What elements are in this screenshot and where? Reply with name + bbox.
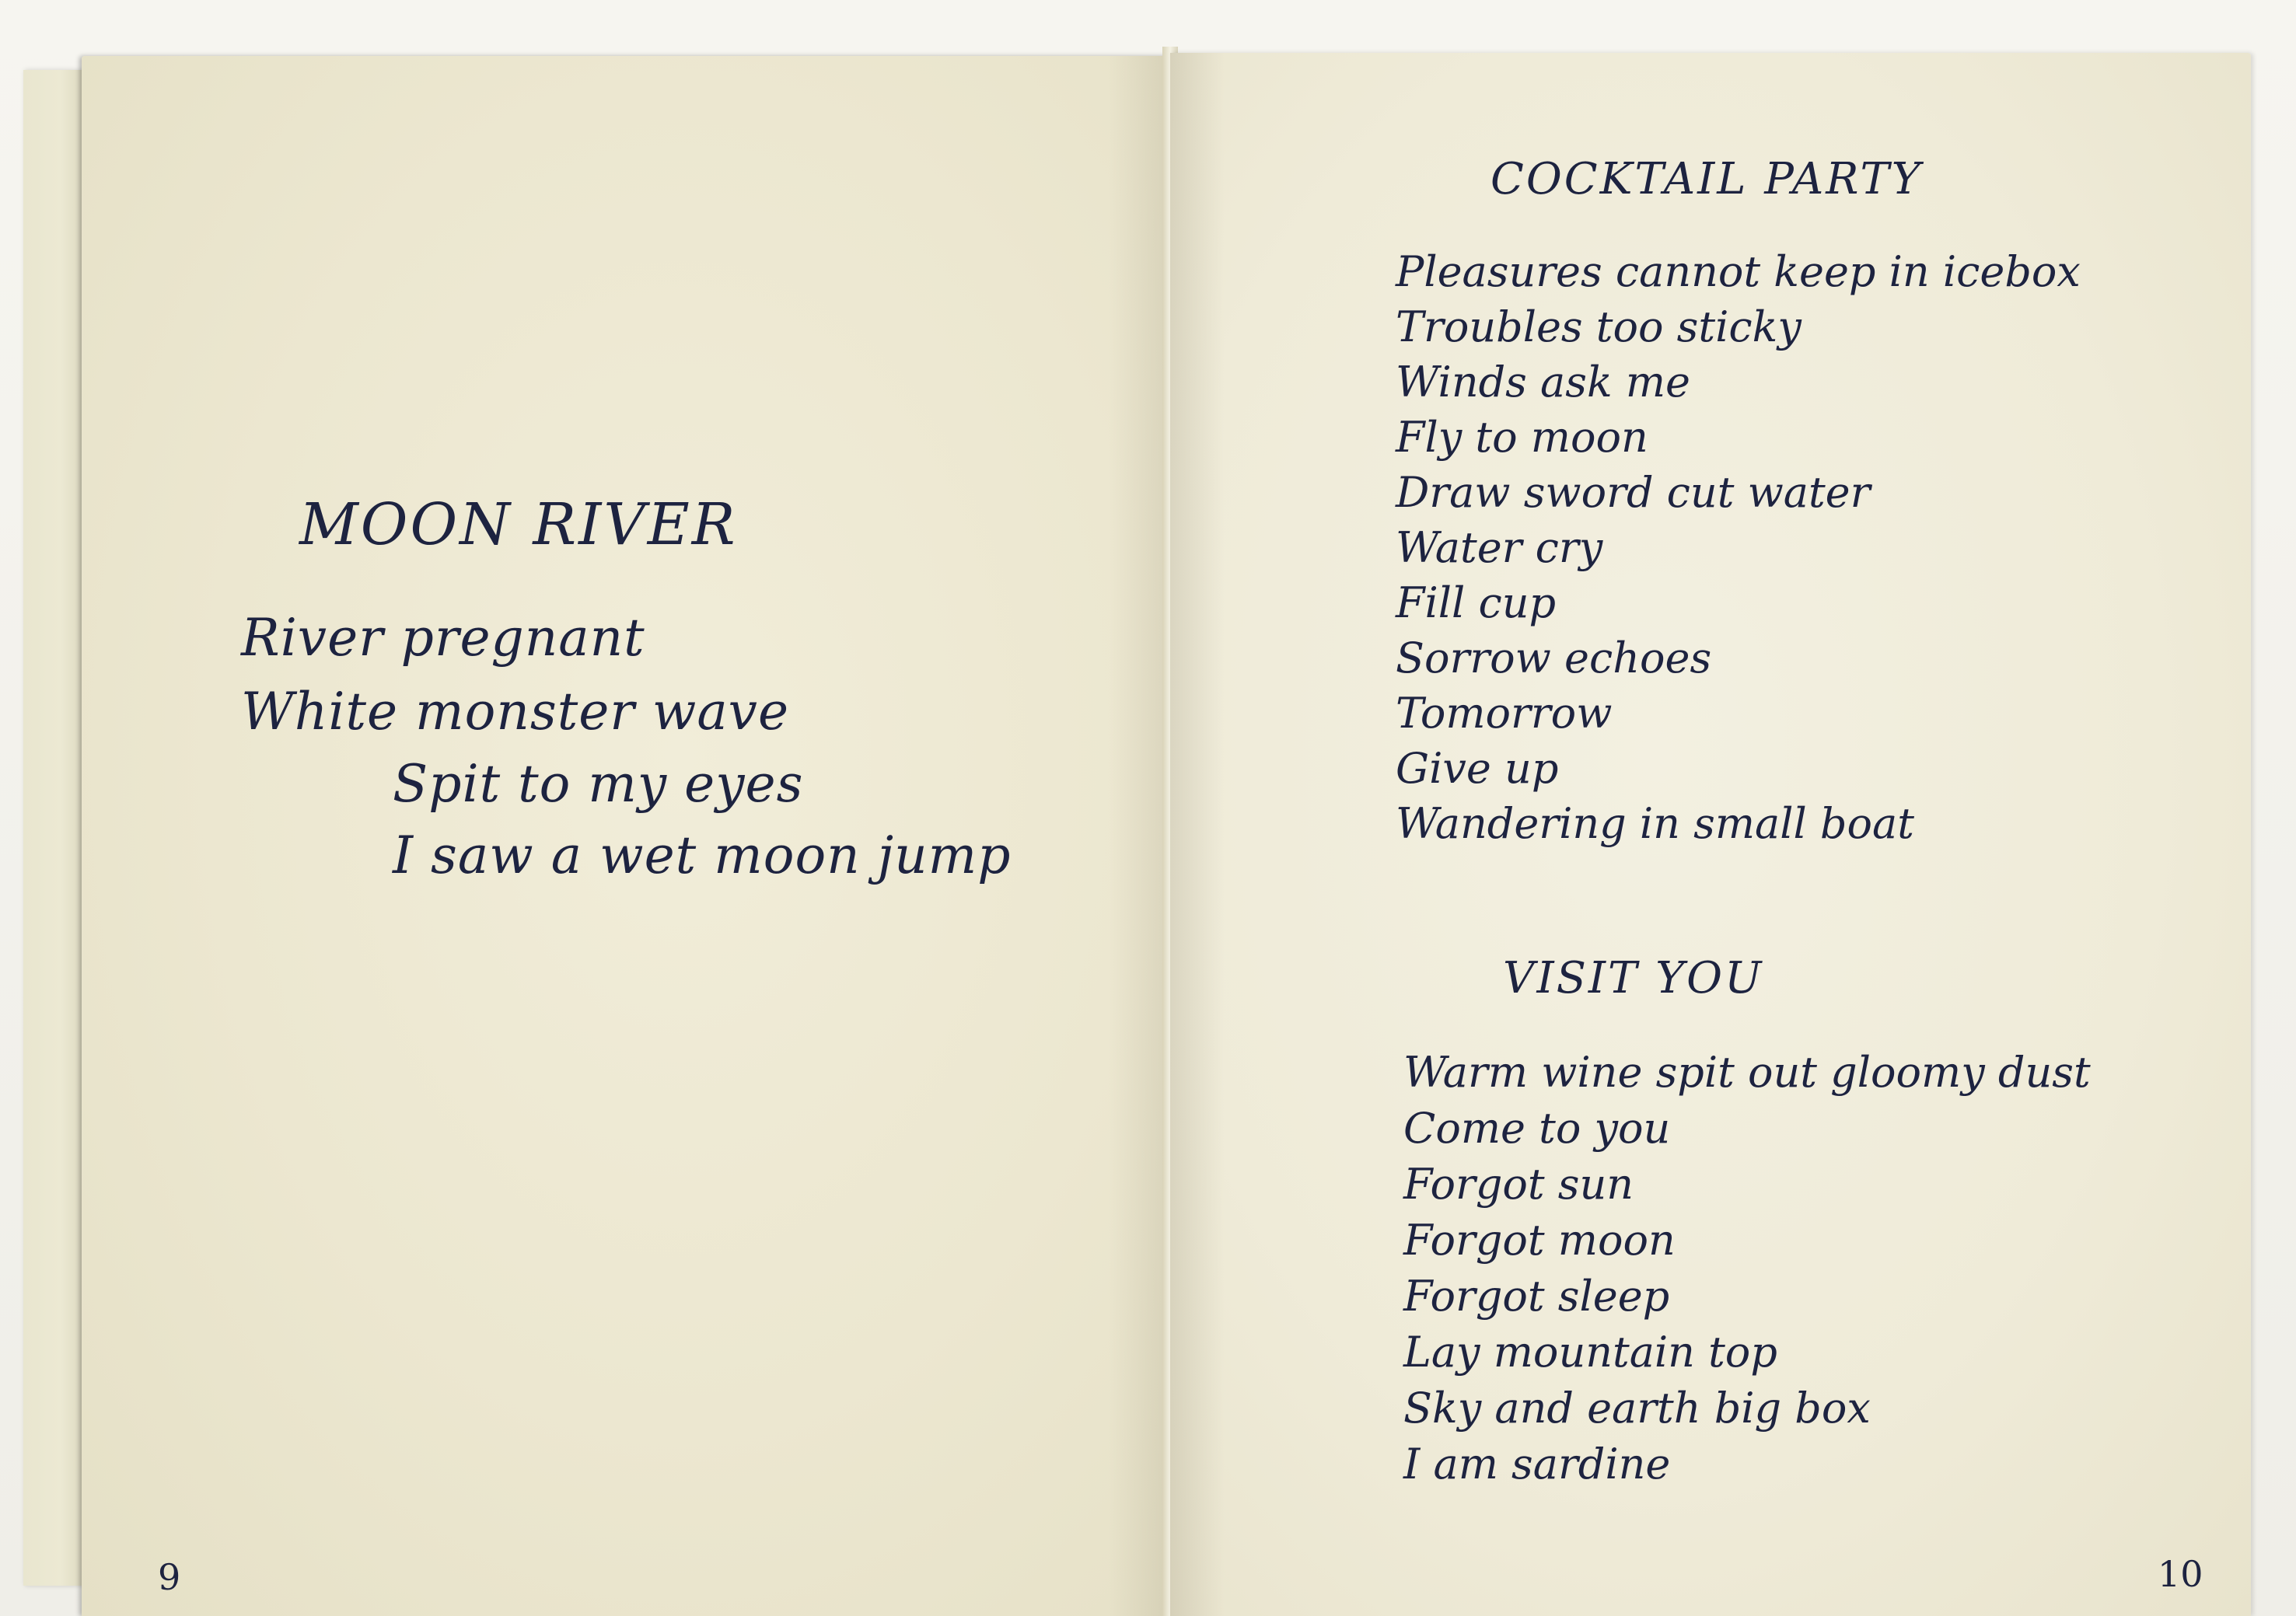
poem-line: Wandering in small boat (1396, 799, 1914, 848)
poem-line: Lay mountain top (1403, 1328, 1777, 1377)
poem-line: Pleasures cannot keep in icebox (1396, 247, 2081, 296)
page-number-left: 9 (158, 1556, 181, 1598)
poem-title-moon-river: MOON RIVER (299, 491, 738, 558)
poem-line: River pregnant (241, 608, 645, 668)
poem-line: Come to you (1403, 1104, 1671, 1153)
poem-line: Tomorrow (1396, 689, 1613, 738)
page-number-right: 10 (2158, 1553, 2203, 1595)
poem-title-visit-you: VISIT YOU (1503, 953, 1764, 1003)
poem-title-cocktail-party: COCKTAIL PARTY (1490, 154, 1923, 204)
poem-line: Fill cup (1396, 578, 1557, 627)
poem-line: Draw sword cut water (1396, 468, 1871, 517)
poem-line: Give up (1396, 744, 1559, 793)
poem-line: Spit to my eyes (393, 754, 804, 814)
left-page (82, 56, 1170, 1616)
back-cover (23, 70, 86, 1586)
poem-line: I am sardine (1403, 1440, 1671, 1489)
poem-line: White monster wave (241, 682, 790, 742)
poem-line: Troubles too sticky (1396, 302, 1802, 351)
right-page (1170, 53, 2251, 1616)
poem-line: Water cry (1396, 523, 1603, 572)
poem-line: I saw a wet moon jump (393, 825, 1012, 885)
poem-line: Forgot sleep (1403, 1272, 1670, 1321)
poem-line: Sorrow echoes (1396, 633, 1712, 682)
poem-line: Forgot moon (1403, 1216, 1676, 1265)
poem-line: Warm wine spit out gloomy dust (1403, 1048, 2091, 1097)
poem-line: Forgot sun (1403, 1160, 1634, 1209)
poem-line: Sky and earth big box (1403, 1384, 1871, 1433)
poem-line: Winds ask me (1396, 358, 1691, 407)
poem-line: Fly to moon (1396, 413, 1648, 462)
